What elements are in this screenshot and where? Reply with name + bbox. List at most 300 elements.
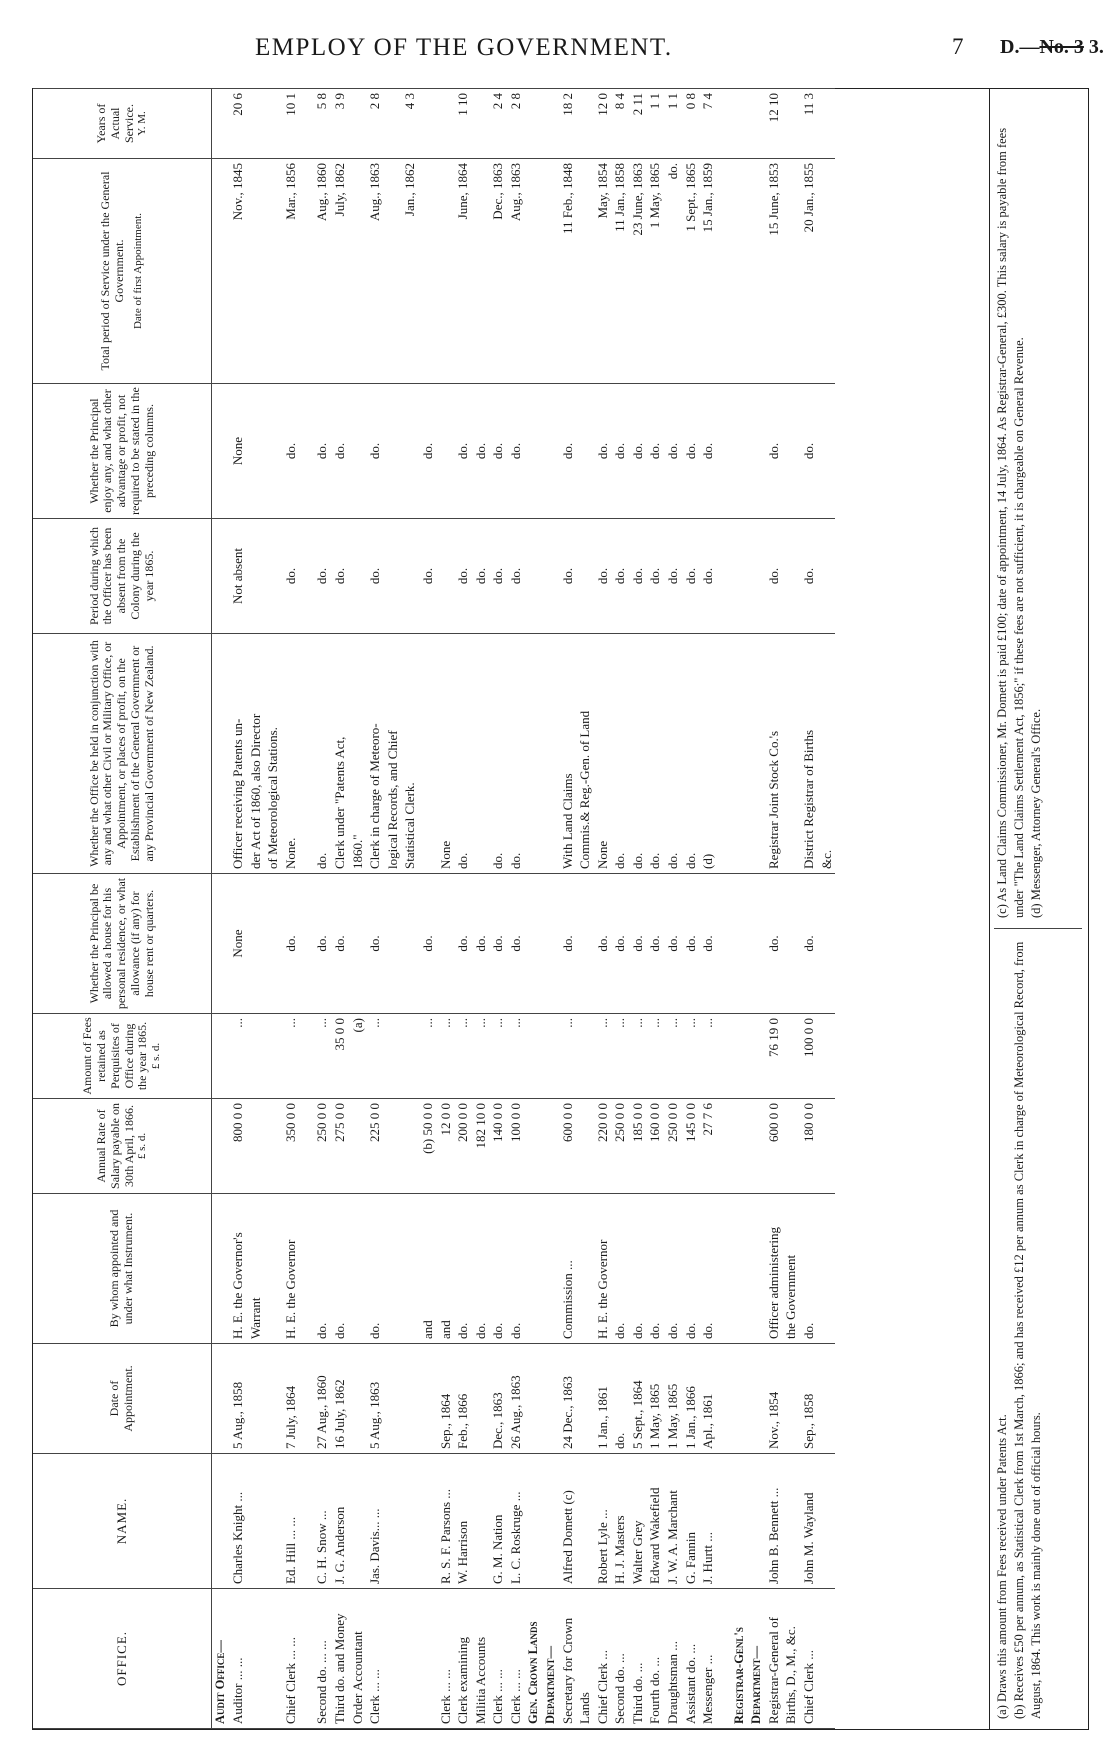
- cell-house: do.: [629, 874, 647, 1014]
- cell-absent: do.: [664, 519, 682, 634]
- cell-advantage: do.: [646, 384, 664, 519]
- cell-salary: 27 7 6: [699, 1099, 717, 1194]
- cell-by: do.: [699, 1194, 717, 1344]
- cell-house: [349, 874, 367, 1014]
- table-body: [212, 89, 836, 1729]
- cell-by: H. E. the Governor: [594, 1194, 612, 1344]
- cell-other: None: [594, 634, 612, 874]
- cell-other: Clerk under "Patents Act,: [331, 634, 349, 874]
- cell-absent: [437, 519, 455, 634]
- cell-office: Chief Clerk ... ...: [282, 1589, 300, 1729]
- cell-salary: [782, 1099, 800, 1194]
- cell-house: do.: [765, 874, 783, 1014]
- cell-salary: 145 0 0: [682, 1099, 700, 1194]
- cell-office: Auditor ... ...: [229, 1589, 247, 1729]
- cell-salary: 185 0 0: [629, 1099, 647, 1194]
- cell-salary: 600 0 0: [559, 1099, 577, 1194]
- cell-years: [264, 89, 282, 159]
- cell-by: do.: [664, 1194, 682, 1344]
- cell-office: Clerk ... ...: [489, 1589, 507, 1729]
- table-row: [384, 89, 402, 1729]
- cell-office: Third do. ...: [629, 1589, 647, 1729]
- cell-office: [401, 1589, 419, 1729]
- cell-advantage: do.: [559, 384, 577, 519]
- cell-years: 0 8: [682, 89, 700, 159]
- table-row: [401, 89, 419, 1729]
- cell-salary: [264, 1099, 282, 1194]
- cell-years: [384, 89, 402, 159]
- cell-fees: ...: [611, 1014, 629, 1099]
- col-name: NAME.: [33, 1454, 212, 1589]
- cell-date: [401, 1344, 419, 1454]
- col-office: OFFICE.: [33, 1589, 212, 1729]
- cell-advantage: [576, 384, 594, 519]
- cell-fees: 76 19 0: [765, 1014, 783, 1099]
- cell-by: do.: [629, 1194, 647, 1344]
- cell-years: 2 8: [366, 89, 384, 159]
- cell-advantage: do.: [611, 384, 629, 519]
- cell-name: Ed. Hill ... ...: [282, 1454, 300, 1589]
- cell-house: [384, 874, 402, 1014]
- cell-salary: [384, 1099, 402, 1194]
- cell-advantage: do.: [507, 384, 525, 519]
- footnote-a: (a) Draws this amount from Fees received under Patents Act.: [995, 1414, 1009, 1719]
- cell-absent: do.: [489, 519, 507, 634]
- cell-absent: Not absent: [229, 519, 247, 634]
- col-salary: Annual Rate of Salary payable on 30th April, 1866. £ s. d.: [33, 1099, 212, 1194]
- table-row: [699, 89, 717, 1729]
- cell-name: G. Fannin: [682, 1454, 700, 1589]
- cell-advantage: do.: [331, 384, 349, 519]
- cell-house: [264, 874, 282, 1014]
- table-row: [229, 89, 247, 1729]
- cell-years: 20 6: [229, 89, 247, 159]
- cell-fees: ...: [559, 1014, 577, 1099]
- document-reference: D.—No. 3 3.: [1000, 36, 1104, 58]
- cell-salary: 350 0 0: [282, 1099, 300, 1194]
- cell-salary: 140 0 0: [489, 1099, 507, 1194]
- cell-other: do.: [313, 634, 331, 874]
- col-other: Whether the Office be held in conjunction with any and what other Civil or Military Office, or Appointment, or places of profit, on the Establishment of the General Government or any Provincial Government of New Zealand.: [33, 634, 212, 874]
- cell-house: do.: [489, 874, 507, 1014]
- cell-house: do.: [682, 874, 700, 1014]
- cell-first: [349, 159, 367, 384]
- cell-other: &c.: [818, 634, 836, 874]
- cell-fees: [782, 1014, 800, 1099]
- cell-name: R. S. F. Parsons ...: [437, 1454, 455, 1589]
- cell-office: [419, 1589, 437, 1729]
- table-row: [765, 89, 783, 1729]
- cell-fees: ...: [472, 1014, 490, 1099]
- cell-other: With Land Claims: [559, 634, 577, 874]
- cell-advantage: [818, 384, 836, 519]
- cell-years: [349, 89, 367, 159]
- cell-other: [419, 634, 437, 874]
- cell-salary: 180 0 0: [800, 1099, 818, 1194]
- cell-advantage: do.: [419, 384, 437, 519]
- cell-fees: [247, 1014, 265, 1099]
- cell-house: do.: [646, 874, 664, 1014]
- cell-date: Nov., 1854: [765, 1344, 783, 1454]
- section-title: Audit Office—: [212, 1589, 230, 1729]
- cell-absent: do.: [454, 519, 472, 634]
- cell-by: do.: [313, 1194, 331, 1344]
- cell-first: June, 1864: [454, 159, 472, 384]
- cell-office: Third do. and Money: [331, 1589, 349, 1729]
- cell-date: Sep., 1858: [800, 1344, 818, 1454]
- cell-fees: [264, 1014, 282, 1099]
- cell-by: H. E. the Governor's: [229, 1194, 247, 1344]
- cell-advantage: do.: [282, 384, 300, 519]
- footnotes-right: [994, 88, 1082, 929]
- cell-house: do.: [472, 874, 490, 1014]
- cell-first: July, 1862: [331, 159, 349, 384]
- cell-other: [472, 634, 490, 874]
- cell-salary: [349, 1099, 367, 1194]
- col-total: Total period of Service under the General Government. Date of first Appointment.: [33, 159, 212, 384]
- table-row: [629, 89, 647, 1729]
- cell-advantage: None: [229, 384, 247, 519]
- section-row: [748, 89, 765, 1729]
- cell-advantage: do.: [313, 384, 331, 519]
- cell-by: Warrant: [247, 1194, 265, 1344]
- cell-absent: [818, 519, 836, 634]
- cell-date: [419, 1344, 437, 1454]
- cell-first: Aug., 1863: [507, 159, 525, 384]
- cell-advantage: [384, 384, 402, 519]
- struck-reference: No. 3: [1039, 36, 1084, 58]
- cell-salary: [576, 1099, 594, 1194]
- cell-other: do.: [507, 634, 525, 874]
- cell-first: Jan., 1862: [401, 159, 419, 384]
- cell-office: [818, 1589, 836, 1729]
- cell-office: Chief Clerk ...: [800, 1589, 818, 1729]
- cell-date: [782, 1344, 800, 1454]
- cell-years: [247, 89, 265, 159]
- cell-name: Robert Lyle ...: [594, 1454, 612, 1589]
- cell-first: [419, 159, 437, 384]
- cell-by: Commission ...: [559, 1194, 577, 1344]
- cell-name: [576, 1454, 594, 1589]
- table-row: [559, 89, 577, 1729]
- cell-other: of Meteorological Stations.: [264, 634, 282, 874]
- page-header: [0, 34, 1114, 64]
- cell-name: John B. Bennett ...: [765, 1454, 783, 1589]
- cell-absent: do.: [611, 519, 629, 634]
- cell-salary: [247, 1099, 265, 1194]
- cell-absent: do.: [282, 519, 300, 634]
- cell-house: [782, 874, 800, 1014]
- cell-by: and: [437, 1194, 455, 1344]
- cell-house: do.: [559, 874, 577, 1014]
- cell-office: Clerk examining: [454, 1589, 472, 1729]
- cell-office: Clerk ... ...: [366, 1589, 384, 1729]
- cell-first: Aug., 1863: [366, 159, 384, 384]
- cell-date: Sep., 1864: [437, 1344, 455, 1454]
- section-row: [212, 89, 230, 1729]
- cell-other: [782, 634, 800, 874]
- cell-by: do.: [454, 1194, 472, 1344]
- cell-first: [782, 159, 800, 384]
- rotated-content: [33, 89, 1088, 1729]
- cell-by: [401, 1194, 419, 1344]
- cell-absent: do.: [507, 519, 525, 634]
- cell-years: [576, 89, 594, 159]
- cell-advantage: do.: [454, 384, 472, 519]
- cell-advantage: [437, 384, 455, 519]
- cell-house: do.: [594, 874, 612, 1014]
- cell-other: do.: [611, 634, 629, 874]
- cell-first: [472, 159, 490, 384]
- cell-house: do.: [331, 874, 349, 1014]
- cell-name: [247, 1454, 265, 1589]
- cell-date: 1 May, 1865: [664, 1344, 682, 1454]
- cell-date: [384, 1344, 402, 1454]
- cell-fees: [401, 1014, 419, 1099]
- table-row: [782, 89, 800, 1729]
- cell-other: der Act of 1860, also Director: [247, 634, 265, 874]
- cell-years: 12 0: [594, 89, 612, 159]
- cell-absent: [782, 519, 800, 634]
- page-title: EMPLOY OF THE GOVERNMENT.: [255, 34, 673, 61]
- cell-absent: do.: [629, 519, 647, 634]
- cell-office: Militia Accounts: [472, 1589, 490, 1729]
- cell-date: 1 Jan., 1866: [682, 1344, 700, 1454]
- cell-house: do.: [800, 874, 818, 1014]
- cell-absent: [401, 519, 419, 634]
- section-row: [525, 89, 542, 1729]
- cell-fees: 100 0 0: [800, 1014, 818, 1099]
- cell-date: 1 May, 1865: [646, 1344, 664, 1454]
- cell-by: [576, 1194, 594, 1344]
- cell-absent: [349, 519, 367, 634]
- cell-office: Second do. ... ...: [313, 1589, 331, 1729]
- cell-name: Walter Grey: [629, 1454, 647, 1589]
- cell-name: [264, 1454, 282, 1589]
- cell-office: Clerk ... ...: [437, 1589, 455, 1729]
- table-row: [611, 89, 629, 1729]
- cell-date: 5 Sept., 1864: [629, 1344, 647, 1454]
- cell-absent: do.: [800, 519, 818, 634]
- cell-by: do.: [489, 1194, 507, 1344]
- table-row: [818, 89, 836, 1729]
- cell-name: [401, 1454, 419, 1589]
- cell-by: [349, 1194, 367, 1344]
- cell-salary: 275 0 0: [331, 1099, 349, 1194]
- cell-first: 1 May, 1865: [646, 159, 664, 384]
- cell-name: [419, 1454, 437, 1589]
- cell-absent: do.: [419, 519, 437, 634]
- cell-salary: 600 0 0: [765, 1099, 783, 1194]
- cell-first: [384, 159, 402, 384]
- cell-office: [264, 1589, 282, 1729]
- cell-office: Chief Clerk ...: [594, 1589, 612, 1729]
- table-row: [331, 89, 349, 1729]
- cell-date: 27 Aug., 1860: [313, 1344, 331, 1454]
- cell-first: [247, 159, 265, 384]
- cell-first: 23 June, 1863: [629, 159, 647, 384]
- cell-fees: [384, 1014, 402, 1099]
- section-title: Registrar-Genl's: [731, 1589, 748, 1729]
- cell-name: J. W. A. Marchant: [664, 1454, 682, 1589]
- cell-office: Second do. ...: [611, 1589, 629, 1729]
- cell-fees: ...: [454, 1014, 472, 1099]
- cell-date: [576, 1344, 594, 1454]
- cell-advantage: do.: [629, 384, 647, 519]
- cell-by: do.: [611, 1194, 629, 1344]
- cell-years: 1 10: [454, 89, 472, 159]
- cell-first: do.: [664, 159, 682, 384]
- cell-salary: 250 0 0: [313, 1099, 331, 1194]
- cell-absent: [384, 519, 402, 634]
- cell-date: 5 Aug., 1858: [229, 1344, 247, 1454]
- spacer-row: [299, 89, 313, 1729]
- cell-other: Officer receiving Patents un-: [229, 634, 247, 874]
- cell-name: Edward Wakefield: [646, 1454, 664, 1589]
- cell-years: 8 4: [611, 89, 629, 159]
- cell-first: [264, 159, 282, 384]
- col-advantage: Whether the Principal enjoy any, and what other advantage or profit, not required to be stated in the preceding columns.: [33, 384, 212, 519]
- cell-first: 15 June, 1853: [765, 159, 783, 384]
- cell-advantage: [401, 384, 419, 519]
- employ-table: [33, 88, 835, 1729]
- cell-advantage: [264, 384, 282, 519]
- cell-salary: 100 0 0: [507, 1099, 525, 1194]
- cell-house: do.: [507, 874, 525, 1014]
- cell-fees: ...: [282, 1014, 300, 1099]
- cell-other: Clerk in charge of Meteoro-: [366, 634, 384, 874]
- cell-office: Draughtsman ...: [664, 1589, 682, 1729]
- cell-office: Order Accountant: [349, 1589, 367, 1729]
- table-row: [247, 89, 265, 1729]
- cell-absent: do.: [559, 519, 577, 634]
- cell-fees: ...: [682, 1014, 700, 1099]
- cell-other: do.: [629, 634, 647, 874]
- cell-house: do.: [313, 874, 331, 1014]
- cell-years: 11 3: [800, 89, 818, 159]
- cell-other: do.: [454, 634, 472, 874]
- cell-fees: ...: [313, 1014, 331, 1099]
- table-row: [349, 89, 367, 1729]
- cell-other: logical Records, and Chief: [384, 634, 402, 874]
- cell-name: W. Harrison: [454, 1454, 472, 1589]
- cell-years: [472, 89, 490, 159]
- cell-fees: ...: [664, 1014, 682, 1099]
- cell-office: Secretary for Crown: [559, 1589, 577, 1729]
- cell-first: May, 1854: [594, 159, 612, 384]
- cell-name: Alfred Domett (c): [559, 1454, 577, 1589]
- table-row: [313, 89, 331, 1729]
- cell-years: 3 9: [331, 89, 349, 159]
- cell-advantage: do.: [472, 384, 490, 519]
- section-title: Department—: [542, 1589, 559, 1729]
- table-row: [646, 89, 664, 1729]
- cell-fees: ...: [366, 1014, 384, 1099]
- cell-date: Apl., 1861: [699, 1344, 717, 1454]
- cell-salary: 160 0 0: [646, 1099, 664, 1194]
- cell-date: 26 Aug., 1863: [507, 1344, 525, 1454]
- cell-first: 15 Jan., 1859: [699, 159, 717, 384]
- cell-house: do.: [282, 874, 300, 1014]
- table-row: [366, 89, 384, 1729]
- cell-name: John M. Wayland: [800, 1454, 818, 1589]
- cell-fees: ...: [629, 1014, 647, 1099]
- cell-date: Feb., 1866: [454, 1344, 472, 1454]
- cell-office: Fourth do. ...: [646, 1589, 664, 1729]
- cell-salary: [818, 1099, 836, 1194]
- cell-fees: ...: [646, 1014, 664, 1099]
- cell-other: Registrar Joint Stock Co.'s: [765, 634, 783, 874]
- col-absent: Period during which the Officer has been absent from the Colony during the year 1865.: [33, 519, 212, 634]
- col-years: Years of Actual Service. Y. M.: [33, 89, 212, 159]
- cell-name: [349, 1454, 367, 1589]
- cell-date: [349, 1344, 367, 1454]
- cell-years: 5 8: [313, 89, 331, 159]
- section-title: Gen. Crown Lands: [525, 1589, 542, 1729]
- cell-advantage: do.: [489, 384, 507, 519]
- cell-by: do.: [682, 1194, 700, 1344]
- cell-absent: do.: [472, 519, 490, 634]
- cell-first: Nov., 1845: [229, 159, 247, 384]
- cell-other: Commis.& Reg.-Gen. of Land: [576, 634, 594, 874]
- cell-office: [247, 1589, 265, 1729]
- table-row: [507, 89, 525, 1729]
- cell-other: None.: [282, 634, 300, 874]
- cell-absent: do.: [682, 519, 700, 634]
- table-row: [264, 89, 282, 1729]
- footnotes-left: [994, 929, 1045, 1729]
- cell-name: J. Hurtt ...: [699, 1454, 717, 1589]
- cell-other: District Registrar of Births: [800, 634, 818, 874]
- table-row: [419, 89, 437, 1729]
- cell-name: [384, 1454, 402, 1589]
- cell-absent: do.: [366, 519, 384, 634]
- cell-by: do.: [507, 1194, 525, 1344]
- cell-first: Aug., 1860: [313, 159, 331, 384]
- cell-years: [419, 89, 437, 159]
- footnote-c: (c) As Land Claims Commissioner, Mr. Domett is paid £100; date of appointment, 14 July, 1864. As Registrar-General, £300. This salary is payable from fees under "The Land Claims Settlement Act, 1856;" if these fees are not sufficient, it is chargeable on General Revenue.: [995, 127, 1026, 918]
- cell-first: Mar., 1856: [282, 159, 300, 384]
- cell-house: do.: [664, 874, 682, 1014]
- cell-salary: 225 0 0: [366, 1099, 384, 1194]
- cell-name: Charles Knight ...: [229, 1454, 247, 1589]
- footnote-b: (b) Receives £50 per annum, as Statistical Clerk from 1st March, 1866; and has received £12 per annum as Clerk in charge of Meteorological Record, from August, 1864. This work is mainly done out of official hours.: [1011, 941, 1043, 1719]
- cell-years: 1 1: [664, 89, 682, 159]
- cell-advantage: [247, 384, 265, 519]
- cell-absent: do.: [699, 519, 717, 634]
- section-title: Department—: [748, 1589, 765, 1729]
- cell-house: do.: [611, 874, 629, 1014]
- cell-absent: do.: [765, 519, 783, 634]
- cell-salary: 220 0 0: [594, 1099, 612, 1194]
- rotated-table-frame: [32, 88, 1089, 1730]
- cell-other: do.: [664, 634, 682, 874]
- cell-date: 16 July, 1862: [331, 1344, 349, 1454]
- cell-fees: ...: [699, 1014, 717, 1099]
- cell-advantage: [349, 384, 367, 519]
- cell-office: Assistant do. ...: [682, 1589, 700, 1729]
- cell-years: [437, 89, 455, 159]
- cell-years: 2 11: [629, 89, 647, 159]
- table-row: [594, 89, 612, 1729]
- cell-salary: 12 0 0: [437, 1099, 455, 1194]
- cell-years: 2 8: [507, 89, 525, 159]
- cell-by: [384, 1194, 402, 1344]
- cell-by: and: [419, 1194, 437, 1344]
- cell-by: Officer administering: [765, 1194, 783, 1344]
- cell-date: [818, 1344, 836, 1454]
- col-fees: Amount of Fees retained as Perquisites of Office during the year 1865. £ s. d.: [33, 1014, 212, 1099]
